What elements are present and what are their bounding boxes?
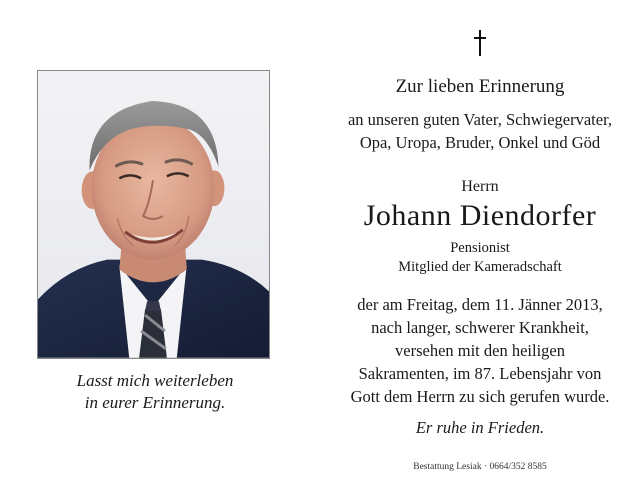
quote-line-2: in eurer Erinnerung. xyxy=(84,393,226,412)
rest-in-peace: Er ruhe in Frieden. xyxy=(415,418,545,437)
death-line-1: der am Freitag, dem 11. Jänner 2013, xyxy=(357,295,603,314)
role-line-1: Pensionist xyxy=(450,240,510,256)
role-line-2: Mitglied der Kameradschaft xyxy=(398,259,562,275)
portrait-illustration xyxy=(38,71,269,358)
relation-line-2: Opa, Uropa, Bruder, Onkel und Göd xyxy=(359,133,601,152)
cross-icon xyxy=(473,30,487,56)
death-line-4: Sakramenten, im 87. Lebensjahr von xyxy=(358,364,602,383)
salutation: Herrn xyxy=(461,178,499,195)
portrait-photo xyxy=(37,70,270,359)
funeral-home-footer: Bestattung Lesiak · 0664/352 8585 xyxy=(413,462,547,472)
death-line-5: Gott dem Herrn zu sich gerufen wurde. xyxy=(350,387,610,406)
memorial-heading: Zur lieben Erinnerung xyxy=(395,76,565,97)
deceased-name: Johann Diendorfer xyxy=(363,199,597,232)
death-line-2: nach langer, schwerer Krankheit, xyxy=(371,318,589,337)
relation-line-1: an unseren guten Vater, Schwiegervater, xyxy=(347,110,613,129)
quote-line-1: Lasst mich weiterleben xyxy=(76,371,234,390)
memorial-quote xyxy=(20,370,290,414)
death-line-3: versehen mit den heiligen xyxy=(395,341,565,360)
